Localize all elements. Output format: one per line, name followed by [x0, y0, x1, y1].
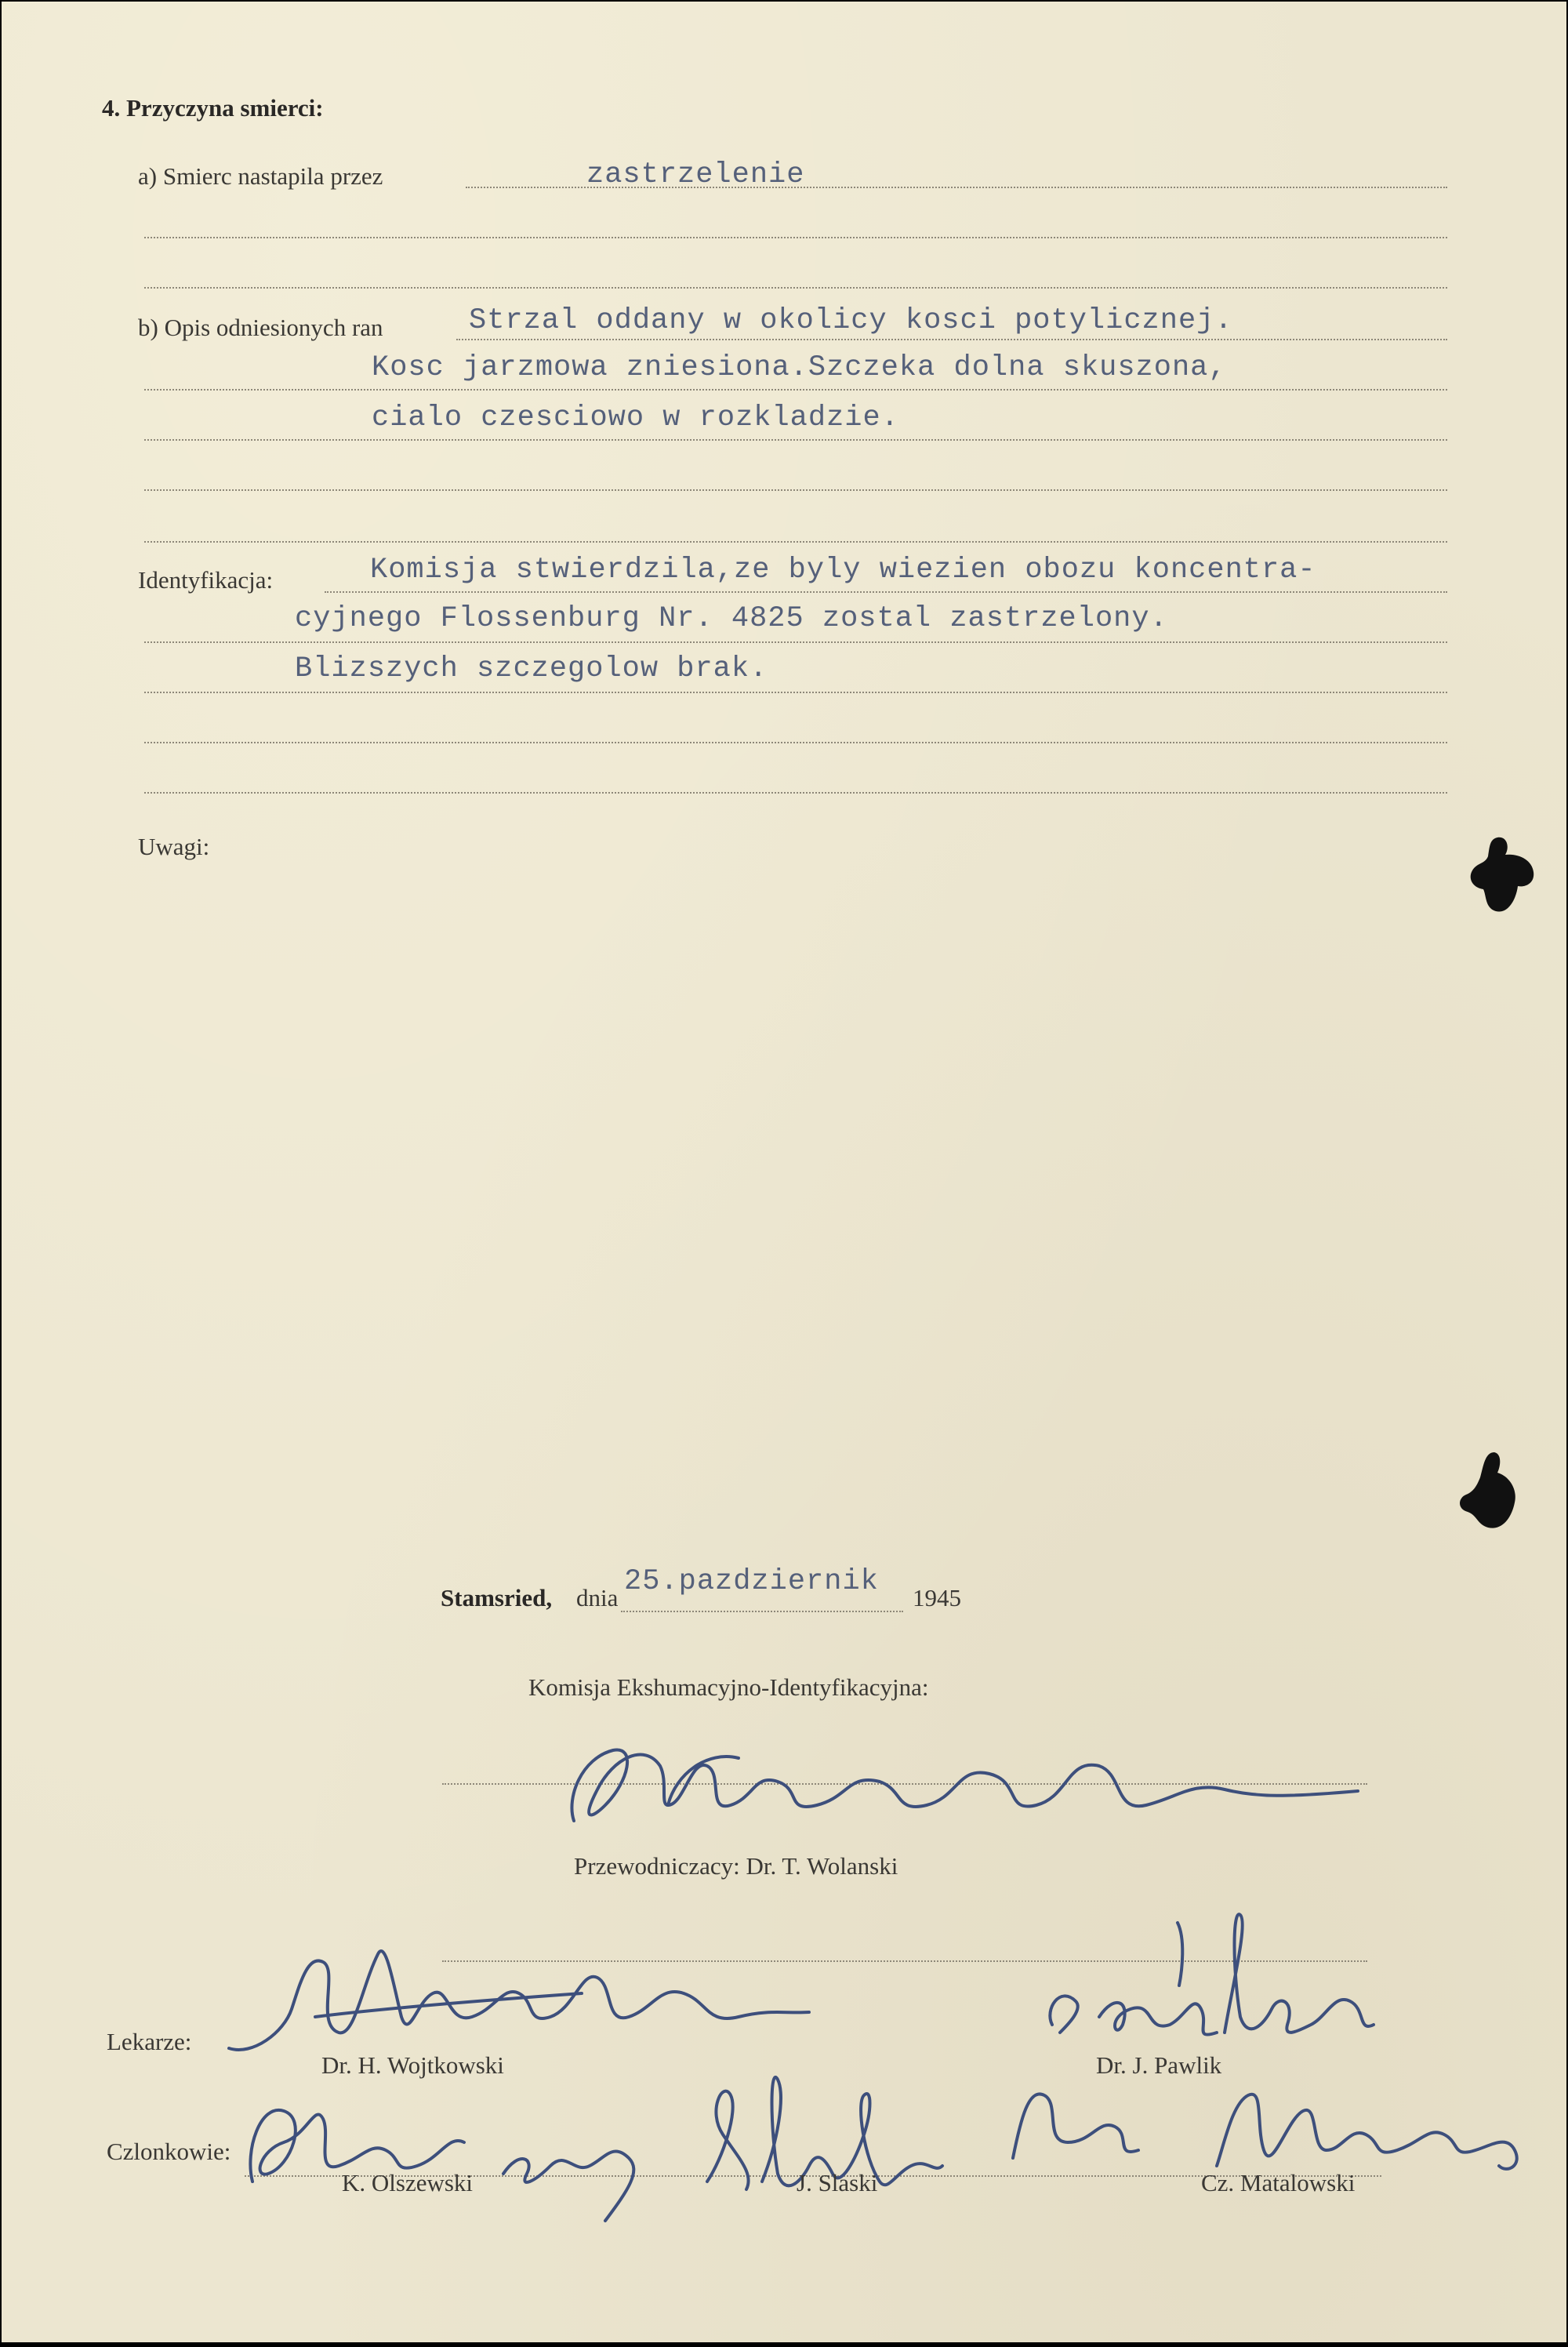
doctor-1-name: Dr. H. Wojtkowski — [321, 2051, 504, 2079]
wounds-line-1: Strzal oddany w okolicy kosci potylicznej. — [469, 304, 1233, 337]
ink-blot-lower — [1454, 1449, 1524, 1535]
identification-dotted-line — [325, 591, 1447, 593]
identification-dotted-line — [144, 692, 1447, 693]
doctor-1-signature — [221, 1938, 817, 2064]
identification-dotted-line — [144, 641, 1447, 643]
doctor-2-name: Dr. J. Pawlik — [1096, 2051, 1222, 2079]
wounds-dotted-line — [456, 339, 1447, 340]
blank-dotted-line — [144, 742, 1447, 743]
identification-line-1: Komisja stwierdzila,ze byly wiezien obozu koncentra- — [370, 554, 1316, 587]
wounds-line-3: cialo czesciowo w rozkladzie. — [372, 401, 899, 434]
remarks-label: Uwagi: — [138, 833, 210, 860]
doctor-2-signature — [1036, 1907, 1381, 2064]
member-1-signature — [237, 2056, 676, 2229]
date-dotted-line — [621, 1611, 903, 1612]
date-prefix: dnia — [576, 1584, 619, 1611]
document-page — [2, 2, 1566, 2342]
member-1-name: K. Olszewski — [342, 2169, 474, 2196]
blank-dotted-line — [144, 541, 1447, 543]
members-label: Czlonkowie: — [107, 2138, 231, 2165]
member-2-signature — [691, 2064, 974, 2221]
chairman-signature — [550, 1727, 1374, 1844]
wounds-dotted-line — [144, 389, 1447, 391]
wounds-dotted-line — [144, 439, 1447, 441]
commission-title: Komisja Ekshumacyjno-Identyfikacyjna: — [528, 1673, 929, 1701]
date-value: 25.pazdziernik — [624, 1565, 879, 1598]
blank-dotted-line — [144, 792, 1447, 794]
wounds-line-2: Kosc jarzmowa zniesiona.Szczeka dolna skuszona, — [372, 351, 1227, 384]
member-3-signature — [997, 2072, 1530, 2182]
identification-label: Identyfikacja: — [138, 566, 274, 594]
member-2-name: J. Slaski — [797, 2169, 878, 2196]
doctors-label: Lekarze: — [107, 2028, 192, 2055]
ink-blot-upper — [1466, 833, 1538, 919]
cause-value: zastrzelenie — [586, 158, 805, 191]
blank-dotted-line — [144, 287, 1447, 289]
cause-label: a) Smierc nastapila przez — [138, 162, 383, 190]
blank-dotted-line — [144, 489, 1447, 491]
wounds-label: b) Opis odniesionych ran — [138, 314, 383, 341]
identification-line-3: Blizszych szczegolow brak. — [295, 652, 768, 685]
place: Stamsried, — [441, 1584, 553, 1611]
blank-dotted-line — [144, 237, 1447, 238]
year: 1945 — [913, 1584, 961, 1611]
chairman-name: Przewodniczacy: Dr. T. Wolanski — [574, 1852, 898, 1880]
section-heading: 4. Przyczyna smierci: — [102, 94, 324, 122]
identification-line-2: cyjnego Flossenburg Nr. 4825 zostal zastrzelony. — [295, 602, 1168, 635]
member-3-name: Cz. Matalowski — [1201, 2169, 1356, 2196]
